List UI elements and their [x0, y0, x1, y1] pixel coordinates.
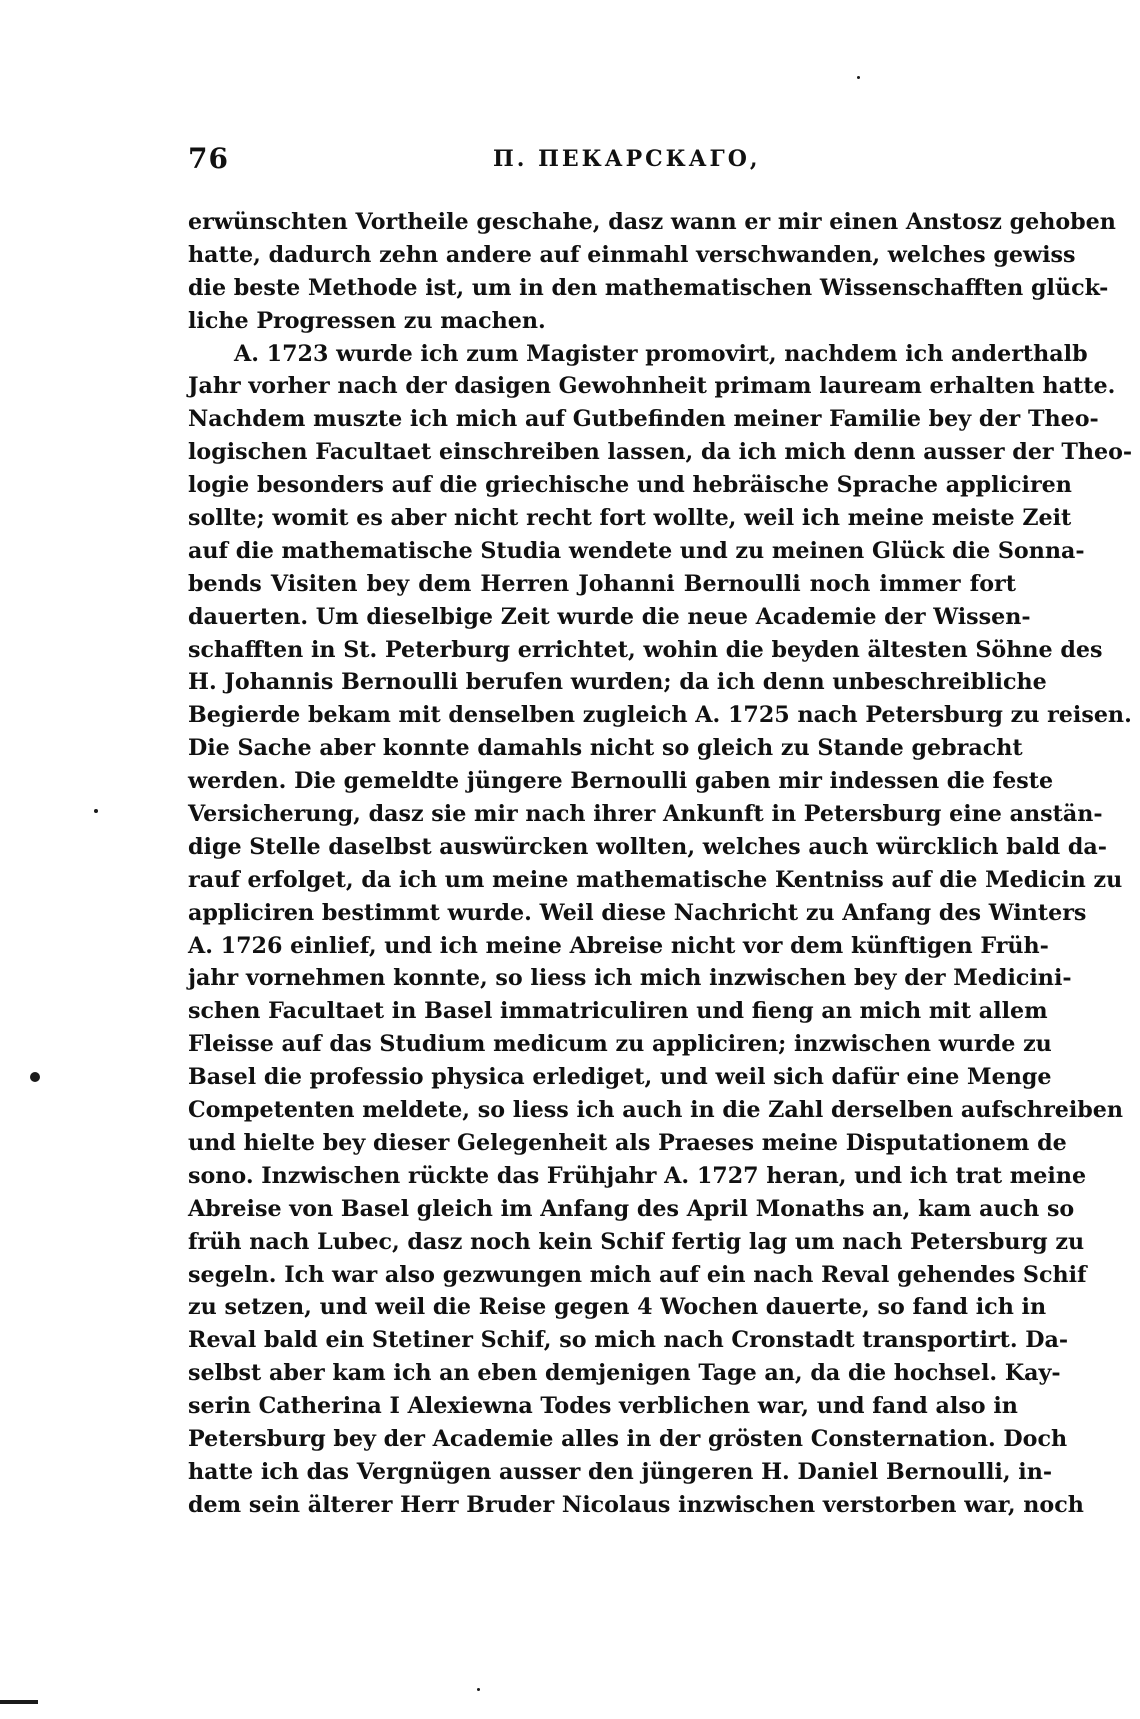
text-line: Jahr vorher nach der dasigen Gewohnheit primam lauream erhalten hatte.: [188, 373, 1116, 400]
page-header: [188, 142, 1016, 182]
text-line: bends Visiten bey dem Herren Johanni Bernoulli noch immer fort: [188, 570, 1016, 597]
text-line: auf die mathematische Studia wendete und zu meinen Glück die Sonna-: [188, 537, 1085, 564]
text-line: segeln. Ich war also gezwungen mich auf ein nach Reval gehendes Schif: [188, 1261, 1087, 1288]
text-line: Reval bald ein Stetiner Schif, so mich nach Cronstadt transportirt. Da-: [188, 1327, 1069, 1354]
text-line: appliciren bestimmt wurde. Weil diese Nachricht zu Anfang des Winters: [188, 899, 1087, 926]
text-line: Basel die professio physica erlediget, und weil sich dafür eine Menge: [188, 1064, 1052, 1091]
text-line: jahr vornehmen konnte, so liess ich mich inzwischen bey der Medicini-: [188, 965, 1072, 992]
text-line: hatte, dadurch zehn andere auf einmahl verschwanden, welches gewiss: [188, 241, 1076, 268]
text-line: logischen Facultaet einschreiben lassen, da ich mich denn ausser der Theo-: [188, 439, 1133, 466]
text-line: dem sein älterer Herr Bruder Nicolaus inzwischen verstorben war, noch: [188, 1491, 1084, 1518]
scan-speck: [477, 1688, 480, 1691]
text-line: sollte; womit es aber nicht recht fort wollte, weil ich meine meiste Zeit: [188, 505, 1072, 532]
scan-speck: [857, 76, 860, 79]
text-line: Nachdem muszte ich mich auf Gutbefinden meiner Familie bey der Theo-: [188, 406, 1099, 433]
text-line: A. 1726 einlief, und ich meine Abreise nicht vor dem künftigen Früh-: [188, 932, 1049, 959]
text-line: Petersburg bey der Academie alles in der grösten Consternation. Doch: [188, 1425, 1068, 1452]
text-line: und hielte bey dieser Gelegenheit als Praeses meine Disputationem de: [188, 1129, 1067, 1156]
scan-speck: [94, 809, 98, 813]
text-line: liche Progressen zu machen.: [188, 307, 546, 334]
text-line: früh nach Lubec, dasz noch kein Schif fertig lag um nach Petersburg zu: [188, 1228, 1085, 1255]
text-line: schafften in St. Peterburg errichtet, wohin die beyden ältesten Söhne des: [188, 636, 1103, 663]
text-line: erwünschten Vortheile geschahe, dasz wann er mir einen Anstosz gehoben: [188, 209, 1116, 235]
text-line: Abreise von Basel gleich im Anfang des April Monaths an, kam auch so: [188, 1195, 1075, 1222]
text-line: Versicherung, dasz sie mir nach ihrer Ankunft in Petersburg eine anstän-: [188, 801, 1103, 828]
text-line: selbst aber kam ich an eben demjenigen Tage an, da die hochsel. Kay-: [188, 1360, 1061, 1387]
body-text: [188, 206, 1133, 1522]
page-number: 76: [188, 142, 229, 175]
text-line: serin Catherina I Alexiewna Todes verblichen war, und fand also in: [188, 1393, 1018, 1420]
text-line: sono. Inzwischen rückte das Frühjahr A. 1727 heran, und ich trat meine: [188, 1162, 1087, 1189]
text-line: dige Stelle daselbst auswürcken wollten, welches auch würcklich bald da-: [188, 833, 1107, 860]
text-line: dauerten. Um dieselbige Zeit wurde die neue Academie der Wissen-: [188, 603, 1031, 630]
text-line: H. Johannis Bernoulli berufen wurden; da ich denn unbeschreibliche: [188, 669, 1047, 696]
running-head: П. ПЕКАРСКАГО,: [493, 146, 761, 172]
text-line: die beste Methode ist, um in den mathematischen Wissenschafften glück-: [188, 274, 1109, 301]
text-line: Begierde bekam mit denselben zugleich A. 1725 nach Petersburg zu reisen.: [188, 702, 1132, 729]
scan-mark: [0, 1700, 38, 1704]
text-line: hatte ich das Vergnügen ausser den jüngeren H. Daniel Bernoulli, in-: [188, 1458, 1053, 1485]
text-line: Competenten meldete, so liess ich auch in die Zahl derselben aufschreiben: [188, 1097, 1124, 1124]
text-line: Fleisse auf das Studium medicum zu appliciren; inzwischen wurde zu: [188, 1031, 1052, 1058]
text-line: werden. Die gemeldte jüngere Bernoulli gaben mir indessen die feste: [188, 768, 1054, 795]
text-line: zu setzen, und weil die Reise gegen 4 Wochen dauerte, so fand ich in: [188, 1294, 1047, 1321]
scan-speck: [30, 1072, 40, 1082]
text-line: A. 1723 wurde ich zum Magister promovirt, nachdem ich anderthalb: [234, 340, 1088, 367]
text-line: Die Sache aber konnte damahls nicht so gleich zu Stande gebracht: [188, 735, 1023, 762]
text-line: logie besonders auf die griechische und hebräische Sprache appliciren: [188, 472, 1072, 499]
text-line: schen Facultaet in Basel immatriculiren und fieng an mich mit allem: [188, 998, 1048, 1025]
text-line: rauf erfolget, da ich um meine mathematische Kentniss auf die Medicin zu: [188, 866, 1123, 893]
